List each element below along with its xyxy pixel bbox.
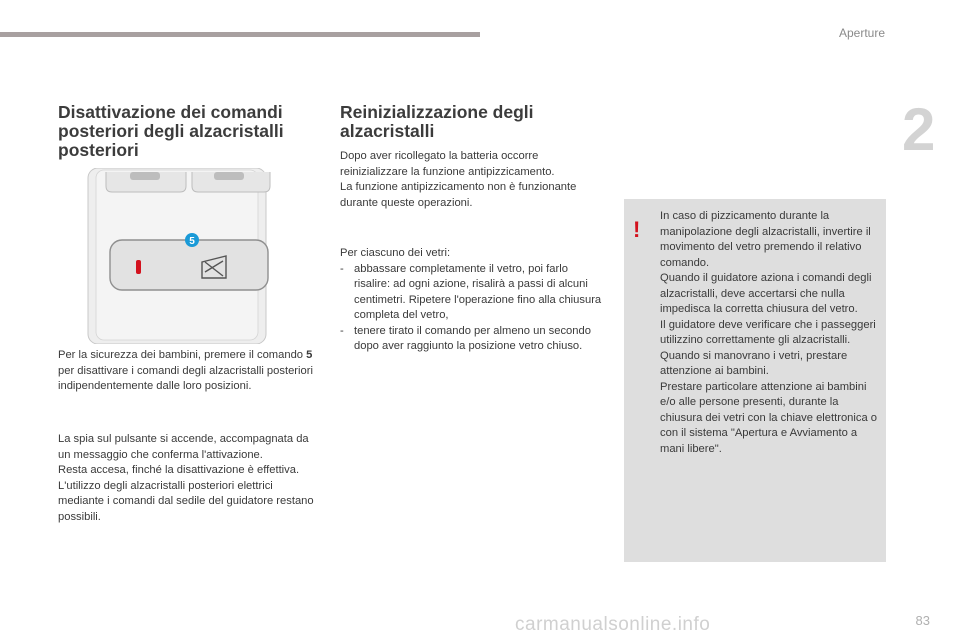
warning-exclamation-icon: ! <box>633 217 641 242</box>
middle-p1-line: La funzione antipizzicamento non è funzionante durante queste operazioni. <box>340 181 577 209</box>
step-item <box>340 262 602 324</box>
left-p2-line: La spia sul pulsante si accende, accompagnata da un messaggio che conferma l'attivazione. <box>58 433 309 461</box>
warning-line: Quando il guidatore aziona i comandi degli alzacristalli, deve accertarsi che nulla impedisca la corretta chiusura del vetro. <box>660 272 872 315</box>
step-item <box>340 324 602 355</box>
warning-line: Prestare particolare attenzione ai bambini e/o alle persone presenti, durante la chiusura dei vetri con la chiave elettronica o con il sistema "Apertura e Avviamento a mani libere". <box>660 380 878 455</box>
warning-line: Quando si manovrano i vetri, prestare attenzione ai bambini. <box>660 349 848 377</box>
step-text: abbassare completamente il vetro, poi farlo risalire: ad ogni azione, risalirà a passi di alcuni centimetri. Ripetere l'operazione fino alla chiusura completa del vetro, <box>354 262 602 321</box>
left-p1-text-a: comando <box>256 349 307 361</box>
warning-line: Il guidatore deve verificare che i passeggeri utilizzino correttamente gli alzacristalli. <box>660 318 876 346</box>
middle-paragraph-1 <box>340 149 590 211</box>
window-lock-switch-illustration <box>66 168 282 344</box>
watermark: carmanualsonline.info <box>515 614 711 635</box>
left-p1-number: 5 <box>306 349 313 361</box>
left-paragraph-1 <box>58 348 320 395</box>
left-heading: Disattivazione dei comandi posteriori degli alzacristalli posteriori <box>58 102 284 160</box>
middle-heading: Reinizializzazione degli alzacristalli <box>340 102 534 141</box>
callout-number: 5 <box>189 236 195 247</box>
left-paragraph-2 <box>58 432 320 525</box>
left-p2-line: Resta accesa, finché la disattivazione è effettiva. <box>58 464 300 476</box>
left-p1-text-b: per disattivare i comandi degli alzacristalli posteriori indipendentemente dalle loro posizioni. <box>58 364 313 392</box>
dash-bullet: - <box>340 324 344 337</box>
warning-led-icon <box>136 260 141 274</box>
dash-bullet: - <box>340 262 344 275</box>
step-text: tenere tirato il comando per almeno un secondo dopo aver raggiunto la posizione vetro chiuso. <box>354 324 591 352</box>
chapter-number: 2 <box>902 96 936 163</box>
middle-paragraph-2 <box>340 246 602 355</box>
middle-p1-line: Dopo aver ricollegato la batteria occorre reinizializzare la funzione antipizzicamento. <box>340 150 555 178</box>
left-p2-line: L'utilizzo degli alzacristalli posteriori elettrici mediante i comandi dal sedile del guidatore restano possibili. <box>58 479 314 523</box>
top-rule <box>0 32 480 37</box>
middle-steps-intro: Per ciascuno dei vetri: <box>340 247 451 259</box>
warning-text <box>660 209 878 457</box>
warning-line: In caso di pizzicamento durante la manipolazione degli alzacristalli, invertire il movimento del vetro premendo il relativo comando. <box>660 210 871 269</box>
page-number: 83 <box>915 613 930 628</box>
left-p1-line1: Per la sicurezza dei bambini, premere il <box>58 349 254 361</box>
section-title: Aperture <box>838 26 885 40</box>
